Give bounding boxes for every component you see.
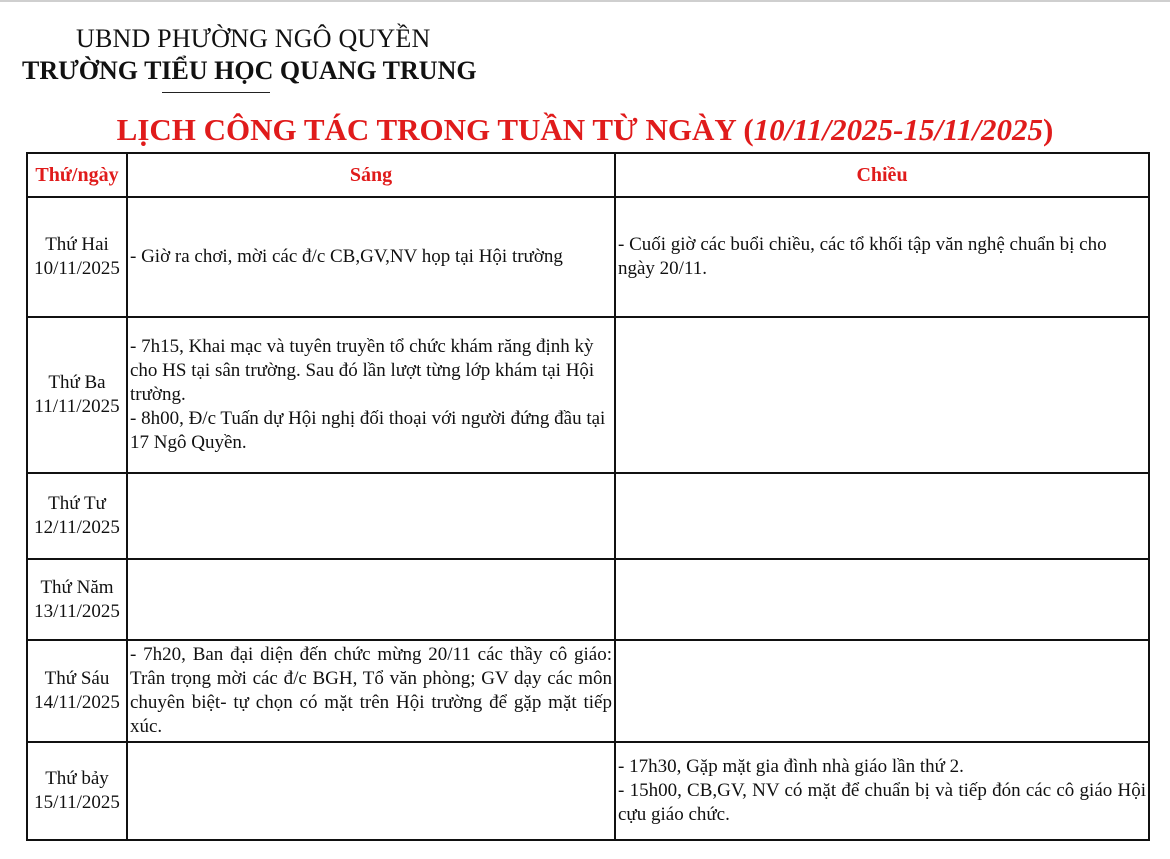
- day-cell: [27, 559, 127, 640]
- day-cell: [27, 742, 127, 840]
- title-date-range: 10/11/2025-15/11/2025: [753, 112, 1044, 147]
- morning-item: - 8h00, Đ/c Tuấn dự Hội nghị đối thoại với người đứng đầu tại 17 Ngô Quyền.: [130, 408, 606, 453]
- day-date: 15/11/2025: [34, 792, 120, 813]
- day-name: Thứ bảy: [45, 768, 109, 789]
- page-title: [0, 112, 1170, 148]
- day-date: 14/11/2025: [34, 692, 120, 713]
- morning-item: - 7h15, Khai mạc và tuyên truyền tổ chức khám răng định kỳ cho HS tại sân trường. Sau đó lần lượt từng lớp khám tại Hội trường.: [130, 336, 595, 405]
- morning-item: - Giờ ra chơi, mời các đ/c CB,GV,NV họp tại Hội trường: [130, 246, 563, 267]
- day-cell: [27, 640, 127, 742]
- day-cell: [27, 197, 127, 317]
- morning-cell: [127, 640, 615, 742]
- table-row: [27, 317, 1149, 473]
- morning-item: - 7h20, Ban đại diện đến chức mừng 20/11 các thầy cô giáo: Trân trọng mời các đ/c BGH, Tổ văn phòng; GV dạy các môn chuyên biệt- tự chọn có mặt trên Hội trường để gặp mặt tiếp xúc.: [130, 644, 612, 737]
- afternoon-cell: [615, 559, 1149, 640]
- title-close: ): [1043, 112, 1054, 147]
- column-header-morning: Sáng: [127, 153, 615, 197]
- afternoon-cell: [615, 473, 1149, 559]
- morning-cell: [127, 317, 615, 473]
- table-header-row: [27, 153, 1149, 197]
- column-header-day: Thứ/ngày: [27, 153, 127, 197]
- day-cell: [27, 473, 127, 559]
- afternoon-item: - Cuối giờ các buổi chiều, các tổ khối tập văn nghệ chuẩn bị cho ngày 20/11.: [618, 234, 1107, 279]
- afternoon-cell: [615, 317, 1149, 473]
- school-name: TRƯỜNG TIỂU HỌC QUANG TRUNG: [22, 56, 477, 85]
- top-border-line: [0, 0, 1170, 2]
- afternoon-item: - 17h30, Gặp mặt gia đình nhà giáo lần thứ 2.: [618, 756, 964, 777]
- day-name: Thứ Sáu: [44, 668, 110, 689]
- morning-cell: [127, 197, 615, 317]
- day-cell: [27, 317, 127, 473]
- table-row: [27, 640, 1149, 742]
- org-parent-name: UBND PHƯỜNG NGÔ QUYỀN: [76, 24, 431, 53]
- weekly-schedule-table: [26, 152, 1150, 841]
- day-name: Thứ Hai: [45, 234, 109, 255]
- day-name: Thứ Tư: [48, 493, 106, 514]
- afternoon-cell: [615, 640, 1149, 742]
- morning-cell: [127, 742, 615, 840]
- day-date: 11/11/2025: [34, 396, 120, 417]
- column-header-afternoon: Chiều: [615, 153, 1149, 197]
- table-row: [27, 197, 1149, 317]
- day-name: Thứ Năm: [40, 576, 114, 598]
- afternoon-item: - 15h00, CB,GV, NV có mặt để chuẩn bị và tiếp đón các cô giáo Hội cựu giáo chức.: [618, 780, 1146, 825]
- afternoon-cell: [615, 742, 1149, 840]
- afternoon-cell: [615, 197, 1149, 317]
- table-row: [27, 473, 1149, 559]
- title-main: LỊCH CÔNG TÁC TRONG TUẦN TỪ NGÀY (: [116, 112, 754, 147]
- table-row: [27, 742, 1149, 840]
- table-row: [27, 559, 1149, 640]
- day-date: 13/11/2025: [34, 600, 120, 622]
- day-date: 12/11/2025: [34, 517, 120, 538]
- day-date: 10/11/2025: [34, 258, 120, 279]
- morning-cell: [127, 473, 615, 559]
- morning-cell: [127, 559, 615, 640]
- school-name-underline: [162, 92, 270, 93]
- day-name: Thứ Ba: [48, 372, 106, 393]
